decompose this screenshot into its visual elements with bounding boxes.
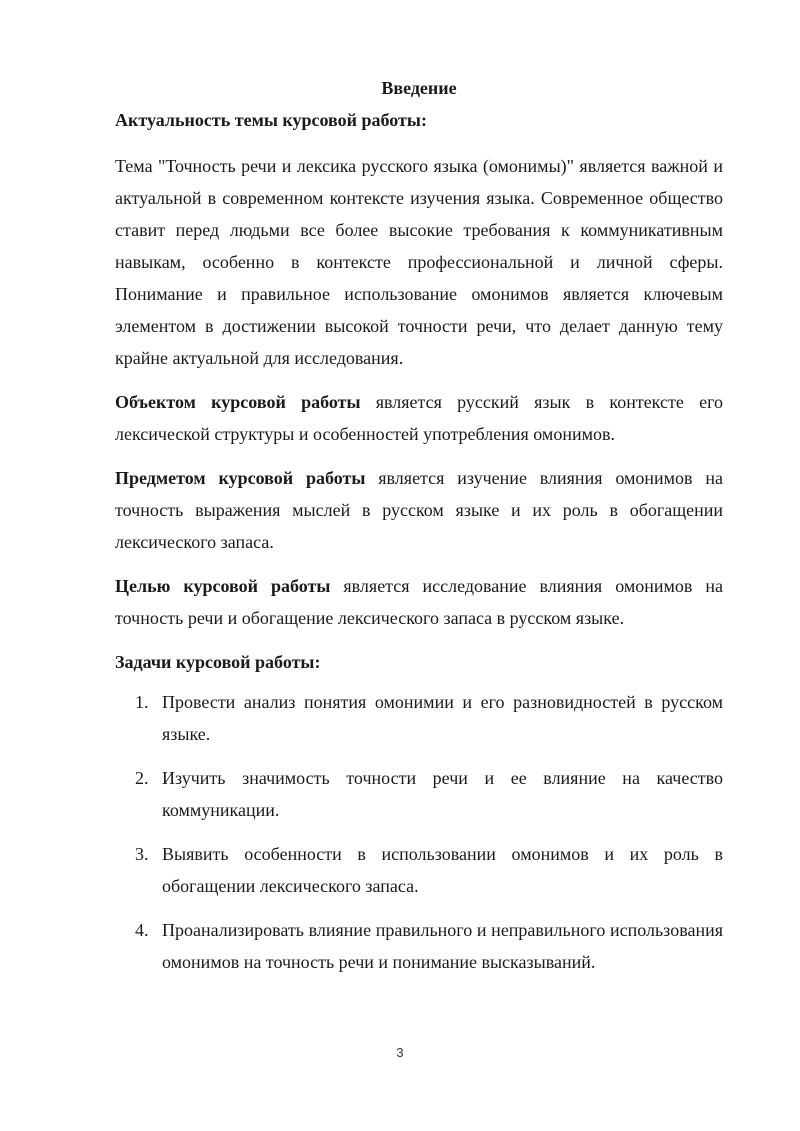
list-item-text: Изучить значимость точности речи и ее влияние на качество коммуникации. [162,768,723,820]
list-item-number: 1. [135,692,149,712]
list-item-text: Выявить особенности в использовании омонимов и их роль в обогащении лексического запаса. [162,844,723,896]
list-item [115,686,723,750]
list-item [115,762,723,826]
goal-paragraph [115,570,723,634]
goal-lead: Целью курсовой работы [115,576,331,596]
document-page [115,74,723,990]
page-title: Введение [381,78,457,98]
subject-paragraph [115,462,723,558]
goal-text: является исследование влияния омонимов на точность речи и обогащение лексического запаса в русском языке. [115,576,723,628]
list-item-text: Проанализировать влияние правильного и неправильного использования омонимов на точность речи и понимание высказываний. [162,920,723,972]
tasks-heading: Задачи курсовой работы: [115,652,321,672]
object-paragraph [115,386,723,450]
object-text: является русский язык в контексте его лексической структуры и особенностей употребления омонимов. [115,392,723,444]
relevance-paragraph: Тема "Точность речи и лексика русского языка (омонимы)" является важной и актуальной в современном контексте изучения языка. Современное общество ставит перед людьми все более высокие требования к коммуникативным навыкам, особенно в контексте профессиональной и личной сферы. Понимание и правильное использование омонимов является ключевым элементом в достижении высокой точности речи, что делает данную тему крайне актуальной для исследования. [115,156,723,368]
list-item [115,838,723,902]
object-lead: Объектом курсовой работы [115,392,361,412]
page-number: 3 [396,1045,404,1060]
subject-lead: Предметом курсовой работы [115,468,366,488]
list-item-number: 4. [135,920,149,940]
subject-text: является изучение влияния омонимов на точность выражения мыслей в русском языке и их роль в обогащении лексического запаса. [115,468,723,552]
list-item-text: Провести анализ понятия омонимии и его разновидностей в русском языке. [162,692,723,744]
list-item-number: 2. [135,768,149,788]
list-item-number: 3. [135,844,149,864]
list-item [115,914,723,978]
relevance-heading: Актуальность темы курсовой работы: [115,110,427,130]
tasks-list [115,686,723,978]
